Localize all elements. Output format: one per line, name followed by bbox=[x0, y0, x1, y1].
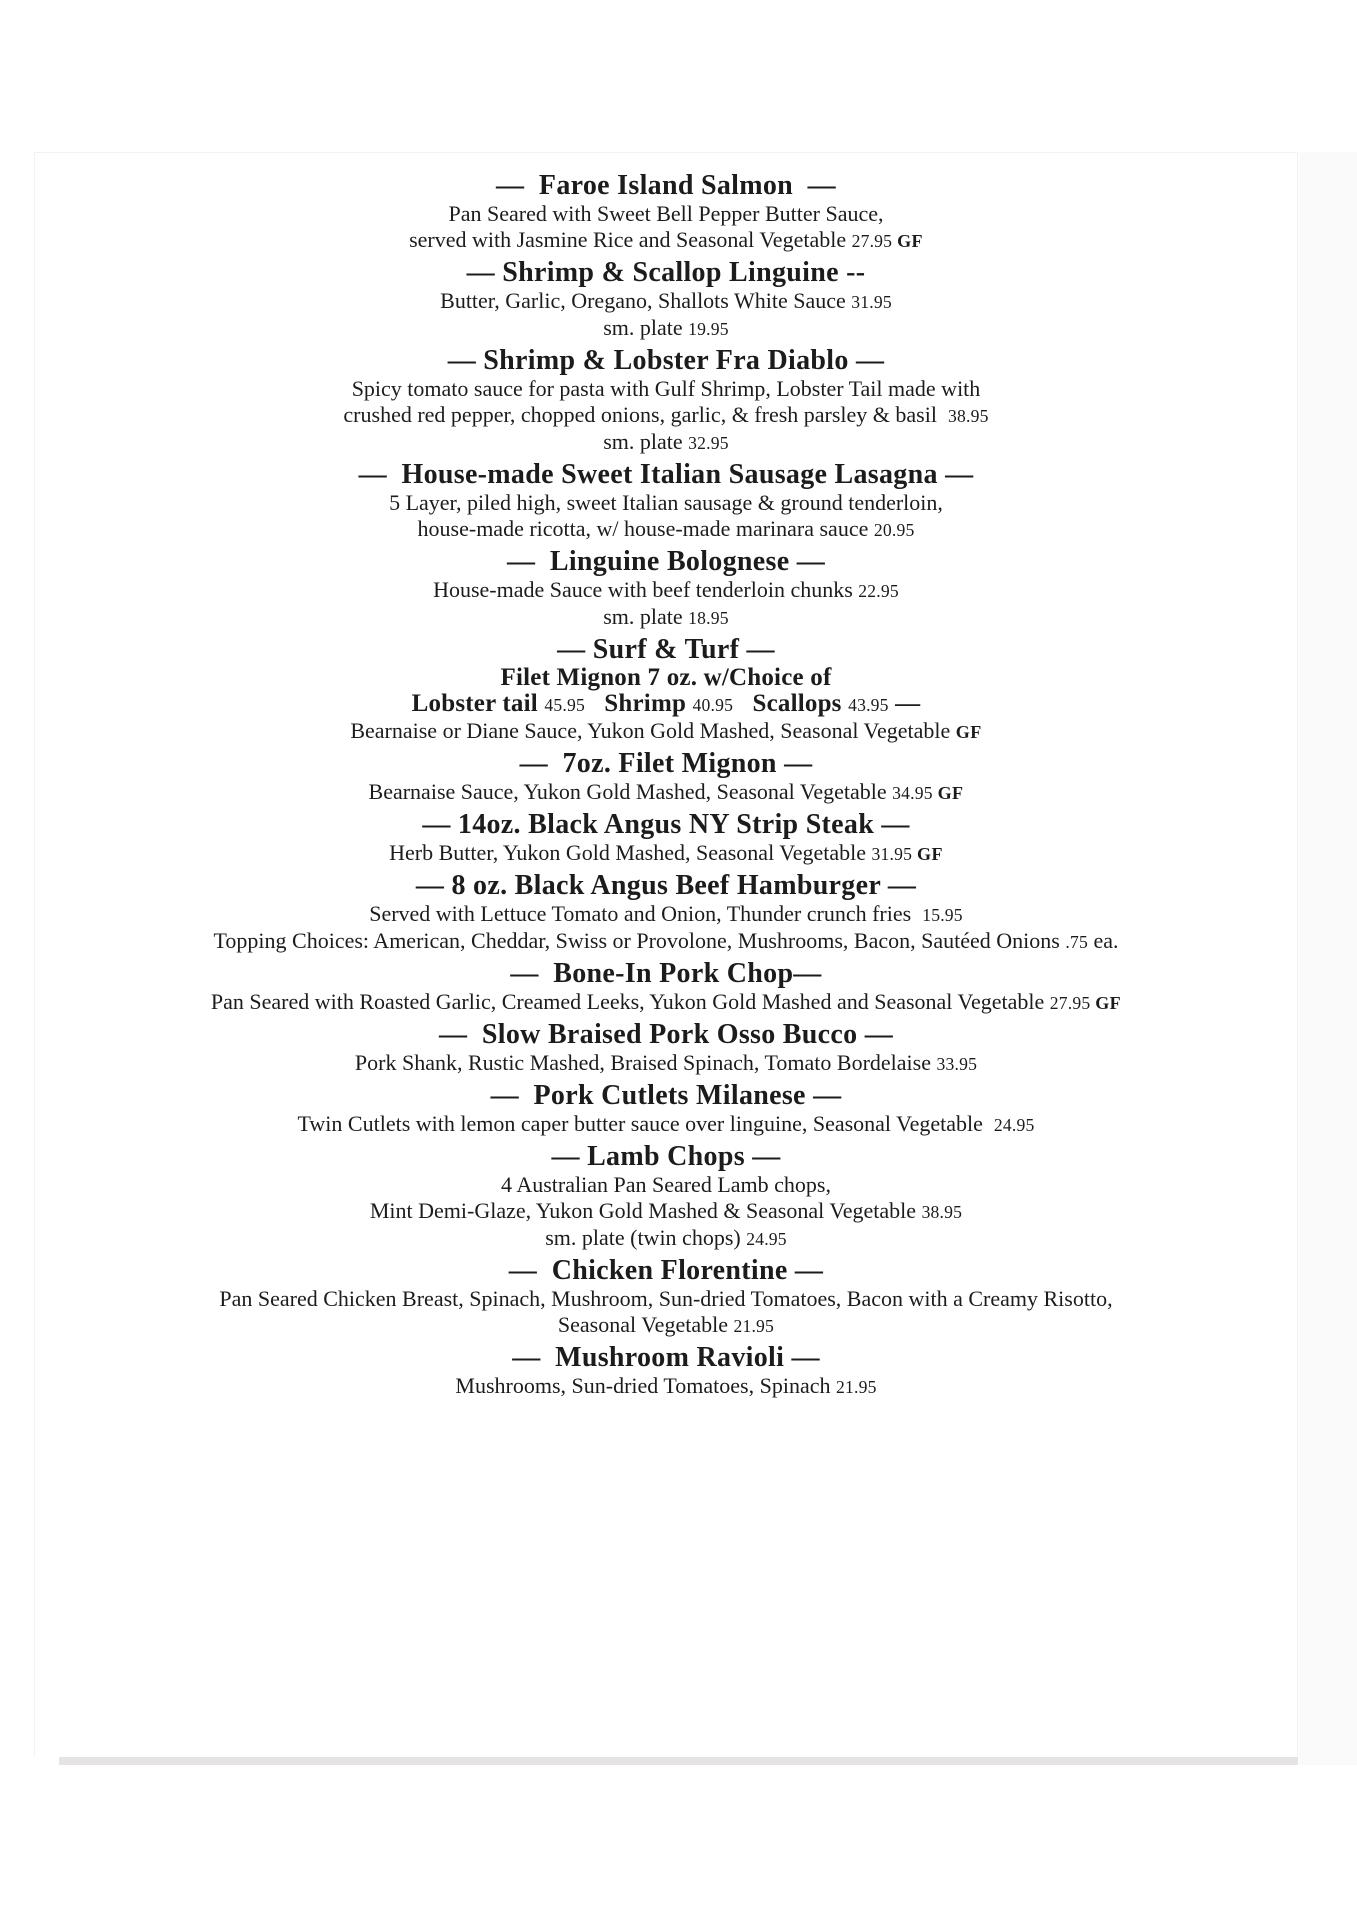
menu-item bbox=[35, 1142, 1297, 1252]
menu-item-description-line bbox=[35, 1225, 1297, 1252]
description-text: sm. plate bbox=[603, 604, 689, 629]
price-text: 38.95 bbox=[947, 406, 989, 426]
menu-item-description-line bbox=[35, 376, 1297, 402]
description-text: House-made Sauce with beef tenderloin chunks bbox=[433, 577, 859, 602]
menu-item bbox=[35, 1081, 1297, 1138]
description-text: Bearnaise or Diane Sauce, Yukon Gold Mashed, Seasonal Vegetable bbox=[350, 718, 956, 743]
description-text: Shrimp bbox=[584, 690, 693, 717]
price-text: 43.95 bbox=[848, 695, 889, 715]
menu-item-description-line bbox=[35, 901, 1297, 928]
menu-item bbox=[35, 547, 1297, 631]
gluten-free-tag: GF bbox=[932, 783, 964, 803]
menu-item bbox=[35, 171, 1297, 254]
menu-item-title: — 14oz. Black Angus NY Strip Steak — bbox=[422, 809, 910, 840]
menu-item-title: — Pork Cutlets Milanese — bbox=[490, 1080, 842, 1111]
description-text: Filet Mignon 7 oz. w/Choice of bbox=[500, 664, 832, 691]
menu-item-description-line bbox=[35, 691, 1297, 718]
menu-item-description-line bbox=[35, 1198, 1297, 1225]
menu-item-description-line bbox=[35, 1050, 1297, 1077]
price-text: 19.95 bbox=[688, 319, 729, 339]
price-text: 32.95 bbox=[688, 433, 729, 453]
price-text: 27.95 bbox=[851, 231, 893, 251]
description-text: Pan Seared Chicken Breast, Spinach, Mushroom, Sun-dried Tomatoes, Bacon with a Creamy Risotto, bbox=[219, 1286, 1113, 1311]
menu-item-description-line bbox=[35, 1111, 1297, 1138]
menu-item-title: — Chicken Florentine — bbox=[508, 1255, 824, 1286]
description-text: — bbox=[888, 690, 921, 717]
menu-item-title: — Surf & Turf — bbox=[557, 634, 775, 665]
menu-item-title: — Mushroom Ravioli — bbox=[512, 1342, 820, 1373]
menu-item-description-line bbox=[35, 288, 1297, 315]
menu-item bbox=[35, 1343, 1297, 1400]
description-text: sm. plate (twin chops) bbox=[545, 1225, 747, 1250]
menu-item-title: — 8 oz. Black Angus Beef Hamburger — bbox=[415, 870, 917, 901]
menu-item-description-line bbox=[35, 429, 1297, 456]
description-text: crushed red pepper, chopped onions, garlic, & fresh parsley & basil bbox=[343, 402, 948, 427]
menu-item-description-line bbox=[35, 201, 1297, 227]
description-text: Pan Seared with Sweet Bell Pepper Butter Sauce, bbox=[448, 201, 884, 226]
description-text: Scallops bbox=[733, 690, 849, 717]
menu-item-title: — Slow Braised Pork Osso Bucco — bbox=[438, 1019, 894, 1050]
description-text: sm. plate bbox=[603, 315, 689, 340]
menu-item-description-line bbox=[35, 315, 1297, 342]
price-text: 31.95 bbox=[871, 844, 913, 864]
description-text: 4 Australian Pan Seared Lamb chops, bbox=[501, 1172, 831, 1197]
description-text: 5 Layer, piled high, sweet Italian sausage & ground tenderloin, bbox=[389, 490, 943, 515]
description-text: Pan Seared with Roasted Garlic, Creamed Leeks, Yukon Gold Mashed and Seasonal Vegetable bbox=[210, 989, 1050, 1014]
gluten-free-tag: GF bbox=[955, 722, 982, 742]
menu-item-title: — Shrimp & Scallop Linguine -- bbox=[466, 257, 866, 288]
menu-item bbox=[35, 460, 1297, 543]
description-text: Mushrooms, Sun-dried Tomatoes, Spinach bbox=[455, 1373, 836, 1398]
menu-item-description-line bbox=[35, 1286, 1297, 1312]
description-text: Topping Choices: American, Cheddar, Swiss or Provolone, Mushrooms, Bacon, Sautéed Onions bbox=[213, 928, 1066, 953]
page-right-margin bbox=[1299, 152, 1357, 1765]
menu-item-description-line bbox=[35, 718, 1297, 745]
price-text: 20.95 bbox=[873, 520, 915, 540]
price-text: 18.95 bbox=[688, 608, 729, 628]
menu-item-title: — House-made Sweet Italian Sausage Lasagna — bbox=[358, 459, 974, 490]
menu-item-description-line bbox=[35, 1172, 1297, 1198]
menu-item-description-line bbox=[35, 1312, 1297, 1339]
menu-item-description-line bbox=[35, 779, 1297, 806]
description-text: ea. bbox=[1087, 928, 1119, 953]
menu-item bbox=[35, 258, 1297, 342]
menu-item-description-line bbox=[35, 516, 1297, 543]
gluten-free-tag: GF bbox=[892, 231, 923, 251]
gluten-free-tag: GF bbox=[912, 844, 943, 864]
price-text: 24.95 bbox=[993, 1115, 1035, 1135]
menu-item bbox=[35, 346, 1297, 456]
description-text: Lobster tail bbox=[411, 690, 545, 717]
menu-item-title: — Shrimp & Lobster Fra Diablo — bbox=[447, 345, 885, 376]
menu-item-title: — Lamb Chops — bbox=[551, 1141, 781, 1172]
menu-page-sheet bbox=[34, 152, 1298, 1757]
price-text: 21.95 bbox=[733, 1316, 775, 1336]
price-text: 34.95 bbox=[892, 783, 933, 803]
menu-item bbox=[35, 635, 1297, 745]
menu-item-description-line bbox=[35, 604, 1297, 631]
menu-content bbox=[35, 153, 1297, 1400]
price-text: 38.95 bbox=[921, 1202, 963, 1222]
menu-item-description-line bbox=[35, 928, 1297, 955]
menu-item-title: — 7oz. Filet Mignon — bbox=[519, 748, 813, 779]
price-text: .75 bbox=[1065, 932, 1088, 952]
description-text: Butter, Garlic, Oregano, Shallots White Sauce bbox=[440, 288, 852, 313]
price-text: 24.95 bbox=[746, 1229, 787, 1249]
price-text: 22.95 bbox=[858, 581, 899, 601]
description-text: Twin Cutlets with lemon caper butter sauce over linguine, Seasonal Vegetable bbox=[297, 1111, 994, 1136]
menu-item-description-line bbox=[35, 1373, 1297, 1400]
menu-item bbox=[35, 810, 1297, 867]
description-text: Herb Butter, Yukon Gold Mashed, Seasonal Vegetable bbox=[389, 840, 872, 865]
menu-item-title: — Linguine Bolognese — bbox=[506, 546, 826, 577]
menu-item-description-line bbox=[35, 665, 1297, 691]
menu-item bbox=[35, 1020, 1297, 1077]
description-text: Seasonal Vegetable bbox=[557, 1312, 734, 1337]
menu-item-description-line bbox=[35, 577, 1297, 604]
price-text: 40.95 bbox=[692, 695, 734, 715]
description-text: Spicy tomato sauce for pasta with Gulf Shrimp, Lobster Tail made with bbox=[351, 376, 981, 401]
menu-item bbox=[35, 959, 1297, 1016]
price-text: 21.95 bbox=[836, 1377, 877, 1397]
price-text: 33.95 bbox=[936, 1054, 978, 1074]
menu-item-title: — Faroe Island Salmon — bbox=[496, 170, 836, 201]
description-text: Bearnaise Sauce, Yukon Gold Mashed, Seasonal Vegetable bbox=[368, 779, 893, 804]
menu-item-description-line bbox=[35, 227, 1297, 254]
menu-item bbox=[35, 749, 1297, 806]
description-text: Served with Lettuce Tomato and Onion, Thunder crunch fries bbox=[369, 901, 923, 926]
menu-item-description-line bbox=[35, 989, 1297, 1016]
price-text: 15.95 bbox=[922, 905, 963, 925]
description-text: served with Jasmine Rice and Seasonal Vegetable bbox=[409, 227, 852, 252]
price-text: 31.95 bbox=[851, 292, 892, 312]
price-text: 27.95 bbox=[1049, 993, 1091, 1013]
price-text: 45.95 bbox=[544, 695, 585, 715]
menu-item-title: — Bone-In Pork Chop— bbox=[510, 958, 822, 989]
gluten-free-tag: GF bbox=[1090, 993, 1122, 1013]
description-text: house-made ricotta, w/ house-made marinara sauce bbox=[417, 516, 874, 541]
description-text: Pork Shank, Rustic Mashed, Braised Spinach, Tomato Bordelaise bbox=[354, 1050, 937, 1075]
menu-item-description-line bbox=[35, 402, 1297, 429]
description-text: Mint Demi-Glaze, Yukon Gold Mashed & Seasonal Vegetable bbox=[369, 1198, 922, 1223]
page-bottom-shadow bbox=[59, 1757, 1298, 1765]
description-text: sm. plate bbox=[603, 429, 689, 454]
menu-item bbox=[35, 1256, 1297, 1339]
menu-item bbox=[35, 871, 1297, 955]
menu-item-description-line bbox=[35, 840, 1297, 867]
menu-item-description-line bbox=[35, 490, 1297, 516]
